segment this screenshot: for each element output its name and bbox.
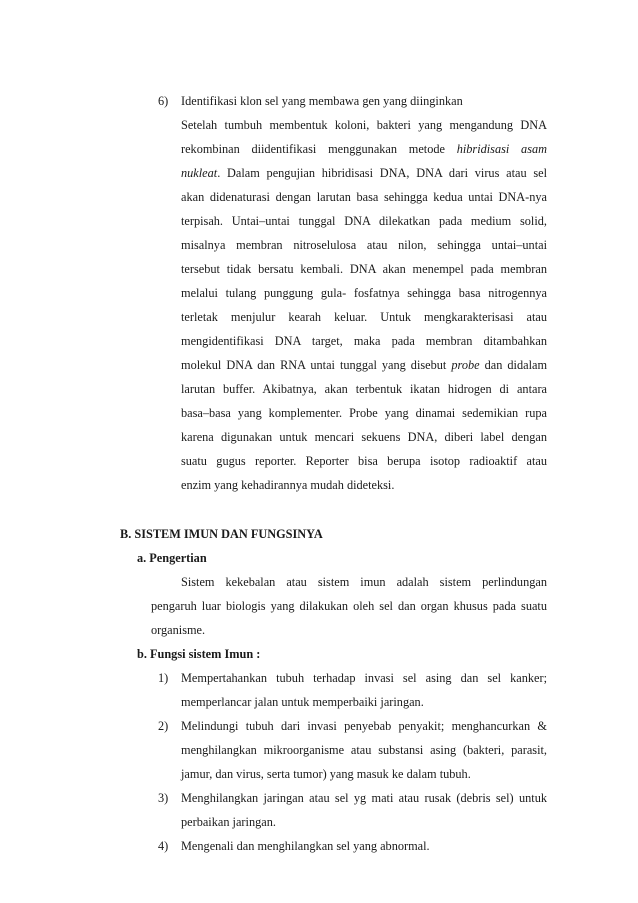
paragraph-line: akan didenaturasi dengan larutan basa sehingga kedua untai DNA-nya: [181, 190, 547, 204]
list-number: 4): [158, 839, 169, 853]
list-item: Mempertahankan tubuh terhadap invasi sel asing dan sel kanker;: [181, 671, 547, 685]
paragraph-line: enzim yang kehadirannya mudah dideteksi.: [181, 478, 395, 492]
paragraph-line: mengidentifikasi DNA target, maka pada membran ditambahkan: [181, 334, 547, 348]
paragraph-line: organisme.: [151, 623, 206, 637]
paragraph-line: misalnya membran nitroselulosa atau nilon, sehingga untai–untai: [181, 238, 547, 252]
paragraph-line: terletak menjulur kearah keluar. Untuk mengkarakterisasi atau: [181, 310, 547, 324]
list-number: 2): [158, 719, 169, 733]
paragraph-line: melalui tulang punggung gula- fosfatnya sehingga basa nitrogennya: [181, 286, 547, 300]
paragraph-line: basa–basa yang komplementer. Probe yang dinamai sedemikian rupa: [181, 406, 547, 420]
paragraph-line: karena digunakan untuk mencari sekuens DNA, diberi label dengan: [181, 430, 547, 444]
list-number: 3): [158, 791, 169, 805]
paragraph-line: suatu gugus reporter. Reporter bisa berupa isotop radioaktif atau: [181, 454, 547, 468]
paragraph-line: rekombinan diidentifikasi menggunakan metode hibridisasi asam: [181, 142, 548, 156]
subsection-heading-fungsi: b. Fungsi sistem Imun :: [137, 647, 261, 661]
subsection-heading-pengertian: a. Pengertian: [137, 551, 207, 565]
list-item: Mengenali dan menghilangkan sel yang abnormal.: [181, 839, 430, 853]
paragraph-line: tersebut tidak bersatu kembali. DNA akan menempel pada membran: [181, 262, 547, 276]
item6-title: Identifikasi klon sel yang membawa gen yang diinginkan: [181, 94, 463, 108]
paragraph-line: pengaruh luar biologis yang dilakukan oleh sel dan organ khusus pada suatu: [151, 599, 547, 613]
paragraph-line: larutan buffer. Akibatnya, akan terbentuk ikatan hidrogen di antara: [181, 382, 547, 396]
list-item: Menghilangkan jaringan atau sel yg mati atau rusak (debris sel) untuk: [181, 791, 547, 805]
list-number: 1): [158, 671, 169, 685]
paragraph-line: Sistem kekebalan atau sistem imun adalah sistem perlindungan: [181, 575, 547, 589]
item6-number: 6): [158, 94, 169, 108]
paragraph-line: terpisah. Untai–untai tunggal DNA dilekatkan pada medium solid,: [181, 214, 547, 228]
list-item: menghilangkan mikroorganisme atau substansi asing (bakteri, parasit,: [181, 743, 547, 757]
paragraph-line: nukleat. Dalam pengujian hibridisasi DNA, DNA dari virus atau sel: [181, 166, 547, 180]
list-item: jamur, dan virus, serta tumor) yang masuk ke dalam tubuh.: [181, 767, 471, 781]
list-item: Melindungi tubuh dari invasi penyebab penyakit; menghancurkan &: [181, 719, 547, 733]
section-heading: B. SISTEM IMUN DAN FUNGSINYA: [120, 527, 323, 541]
paragraph-line: molekul DNA dan RNA untai tunggal yang disebut probe dan didalam: [181, 358, 548, 372]
paragraph-line: Setelah tumbuh membentuk koloni, bakteri yang mengandung DNA: [181, 118, 547, 132]
list-item: memperlancar jalan untuk memperbaiki jaringan.: [181, 695, 424, 709]
list-item: perbaikan jaringan.: [181, 815, 276, 829]
